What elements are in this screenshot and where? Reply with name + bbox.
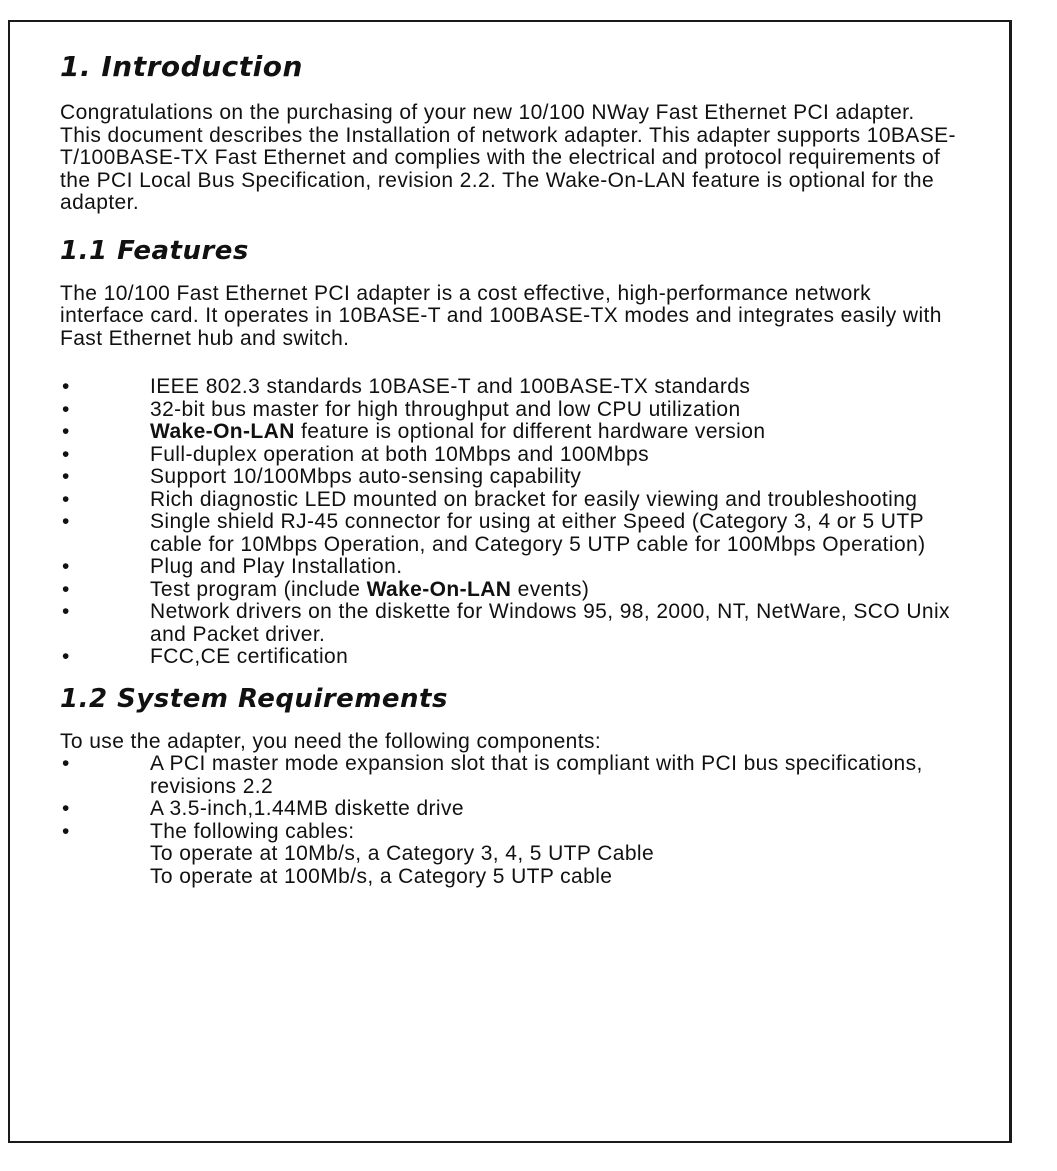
bullet-icon: • bbox=[62, 442, 70, 466]
bullet-icon: • bbox=[62, 797, 70, 820]
feature-text: 32-bit bus master for high throughput and low CPU utilization bbox=[150, 397, 741, 421]
bullet-icon: • bbox=[62, 600, 70, 623]
cable-line: To operate at 10Mb/s, a Category 3, 4, 5 UTP Cable bbox=[150, 842, 655, 865]
bullet-icon: • bbox=[62, 577, 70, 601]
feature-text: Test program (include bbox=[150, 577, 361, 601]
bullet-icon: • bbox=[62, 819, 70, 843]
feature-item bbox=[60, 421, 960, 444]
requirement-item bbox=[60, 753, 960, 798]
intro-heading: 1. Introduction bbox=[60, 50, 303, 83]
document-content bbox=[60, 50, 960, 888]
wake-on-lan-bold: Wake-On-LAN bbox=[366, 577, 512, 601]
feature-text: Single shield RJ-45 connector for using at either Speed (Category 3, 4 or 5 UTP cable for 10Mbps Operation, and Category 5 UTP cable for 100Mbps Operation) bbox=[150, 510, 926, 556]
feature-item bbox=[60, 646, 960, 669]
feature-item bbox=[60, 556, 960, 579]
features-list bbox=[60, 376, 960, 669]
section-gap bbox=[60, 215, 960, 235]
feature-text: Support 10/100Mbps auto-sensing capability bbox=[150, 465, 582, 488]
feature-item bbox=[60, 399, 960, 422]
bullet-icon: • bbox=[62, 397, 70, 421]
requirement-text: A 3.5-inch,1.44MB diskette drive bbox=[150, 797, 464, 820]
feature-text-tail: events) bbox=[517, 577, 590, 601]
bullet-icon: • bbox=[62, 645, 70, 668]
requirements-list bbox=[60, 753, 960, 888]
feature-item bbox=[60, 376, 960, 399]
cable-line: To operate at 100Mb/s, a Category 5 UTP cable bbox=[150, 864, 613, 888]
feature-item bbox=[60, 466, 960, 489]
bullet-icon: • bbox=[62, 375, 70, 398]
feature-item bbox=[60, 579, 960, 602]
feature-text: IEEE 802.3 standards 10BASE-T and 100BASE-TX standards bbox=[150, 375, 751, 398]
bullet-icon: • bbox=[62, 487, 70, 511]
feature-text: Full-duplex operation at both 10Mbps and 100Mbps bbox=[150, 442, 650, 466]
feature-text: Plug and Play Installation. bbox=[150, 555, 403, 578]
features-paragraph: The 10/100 Fast Ethernet PCI adapter is a cost effective, high-performance network interface card. It operates in 10BASE-T and 100BASE-TX modes and integrates easily with Fast Ethernet hub and switch. bbox=[60, 281, 942, 350]
requirement-text: A PCI master mode expansion slot that is compliant with PCI bus specifications, revisions 2.2 bbox=[150, 752, 923, 798]
requirements-heading: 1.2 System Requirements bbox=[60, 683, 448, 714]
requirements-intro: To use the adapter, you need the following components: bbox=[60, 729, 602, 753]
intro-paragraph: Congratulations on the purchasing of your new 10/100 NWay Fast Ethernet PCI adapter. This document describes the Installation of network adapter. This adapter supports 10BASE-T/100BASE-TX Fast Ethernet and complies with the electrical and protocol requirements of the PCI Local Bus Specification, revision 2.2. The Wake-On-LAN feature is optional for the adapter. bbox=[60, 101, 956, 214]
feature-text: Rich diagnostic LED mounted on bracket for easily viewing and troubleshooting bbox=[150, 487, 918, 511]
feature-item bbox=[60, 511, 960, 556]
bullet-icon: • bbox=[62, 465, 70, 488]
feature-text: Network drivers on the diskette for Windows 95, 98, 2000, NT, NetWare, SCO Unix and Packet driver. bbox=[150, 600, 950, 646]
bullet-icon: • bbox=[62, 420, 70, 443]
bullet-icon: • bbox=[62, 510, 70, 533]
feature-text: FCC,CE certification bbox=[150, 645, 349, 668]
requirement-item bbox=[60, 798, 960, 821]
bullet-icon: • bbox=[62, 752, 70, 775]
section-gap bbox=[60, 669, 960, 683]
feature-item bbox=[60, 601, 960, 646]
bullet-icon: • bbox=[62, 555, 70, 578]
features-heading: 1.1 Features bbox=[60, 235, 249, 266]
requirement-item bbox=[60, 821, 960, 889]
wake-on-lan-bold: Wake-On-LAN bbox=[150, 420, 295, 443]
feature-item bbox=[60, 489, 960, 512]
requirement-text: The following cables: bbox=[150, 819, 355, 843]
feature-item bbox=[60, 444, 960, 467]
feature-text: feature is optional for different hardware version bbox=[301, 420, 766, 443]
